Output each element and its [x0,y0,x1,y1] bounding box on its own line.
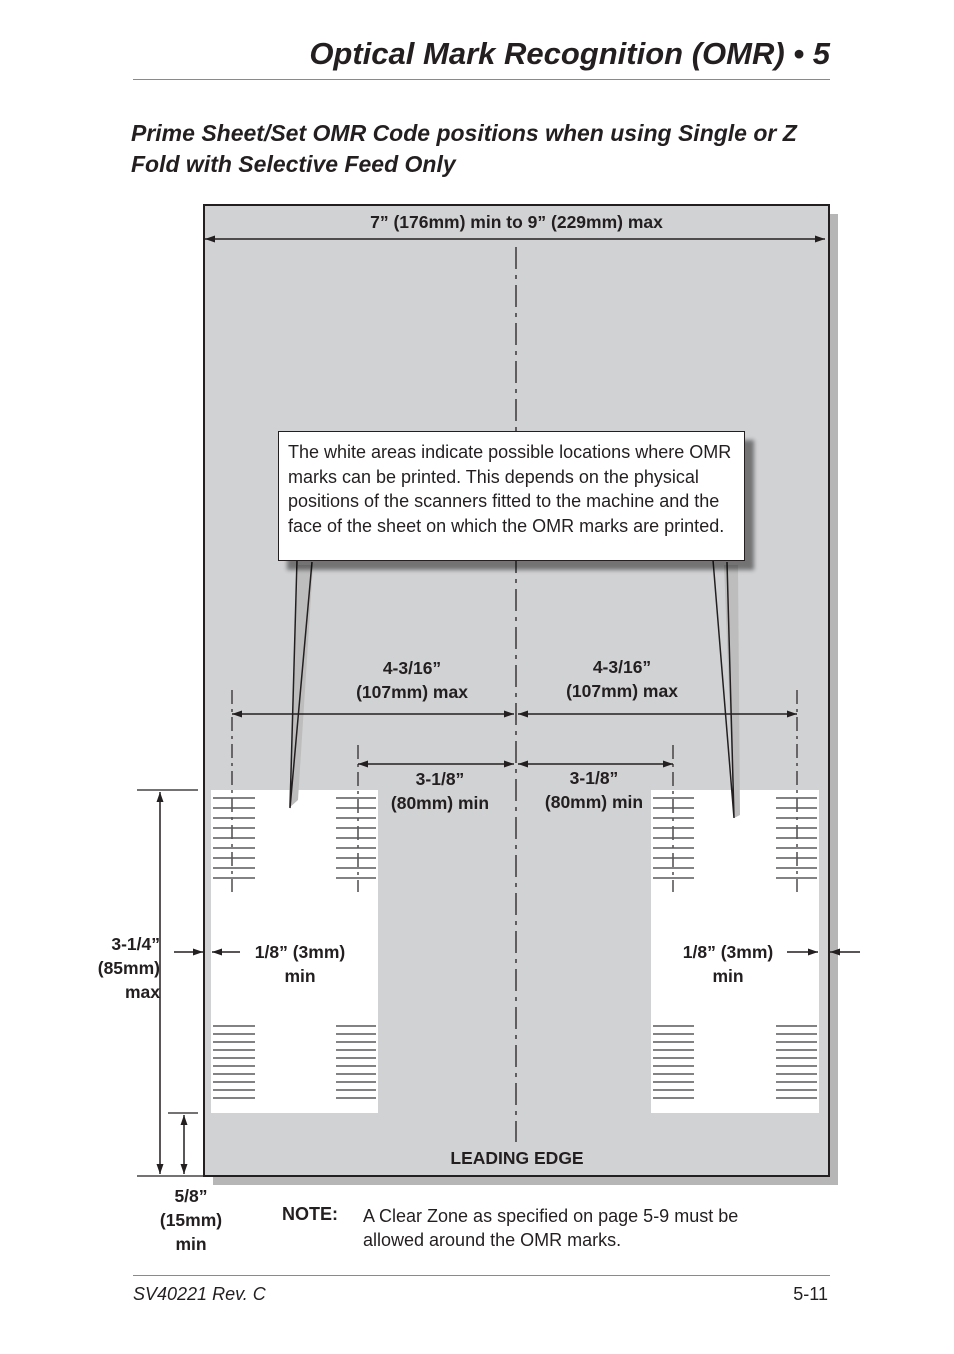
footer-divider [133,1275,830,1276]
page-number: 5-11 [793,1284,828,1304]
left-max-label: 4-3/16” (107mm) max [356,658,468,702]
right-margin-label: 1/8” (3mm) min [682,942,774,986]
document-revision: SV40221 Rev. C [133,1284,266,1304]
sheet-width-label: 7” (176mm) min to 9” (229mm) max [370,212,663,232]
right-max-label: 4-3/16” (107mm) max [566,657,678,701]
note-text: A Clear Zone as specified on page 5-9 must be allowed around the OMR marks. [363,1206,739,1250]
section-title: Prime Sheet/Set OMR Code positions when using Single or Z Fold with Selective Feed Only [131,120,797,177]
bottom-clearance-label: 5/8” (15mm) min [159,1186,223,1254]
height-label: 3-1/4” (85mm) max [97,934,160,1002]
page-header-title: Optical Mark Recognition (OMR) • 5 [309,36,830,71]
right-min-label: 3-1/8” (80mm) min [544,768,644,812]
callout-box: The white areas indicate possible locations where OMR marks can be printed. This depends on the physical positions of the scanners fitted to the machine and the face of the sheet on which the OMR marks are printed. [278,431,745,561]
left-min-label: 3-1/8” (80mm) min [390,769,490,813]
leading-edge-label: LEADING EDGE [450,1148,584,1168]
note-label: NOTE: [282,1204,338,1224]
left-margin-label: 1/8” (3mm) min [254,942,346,986]
